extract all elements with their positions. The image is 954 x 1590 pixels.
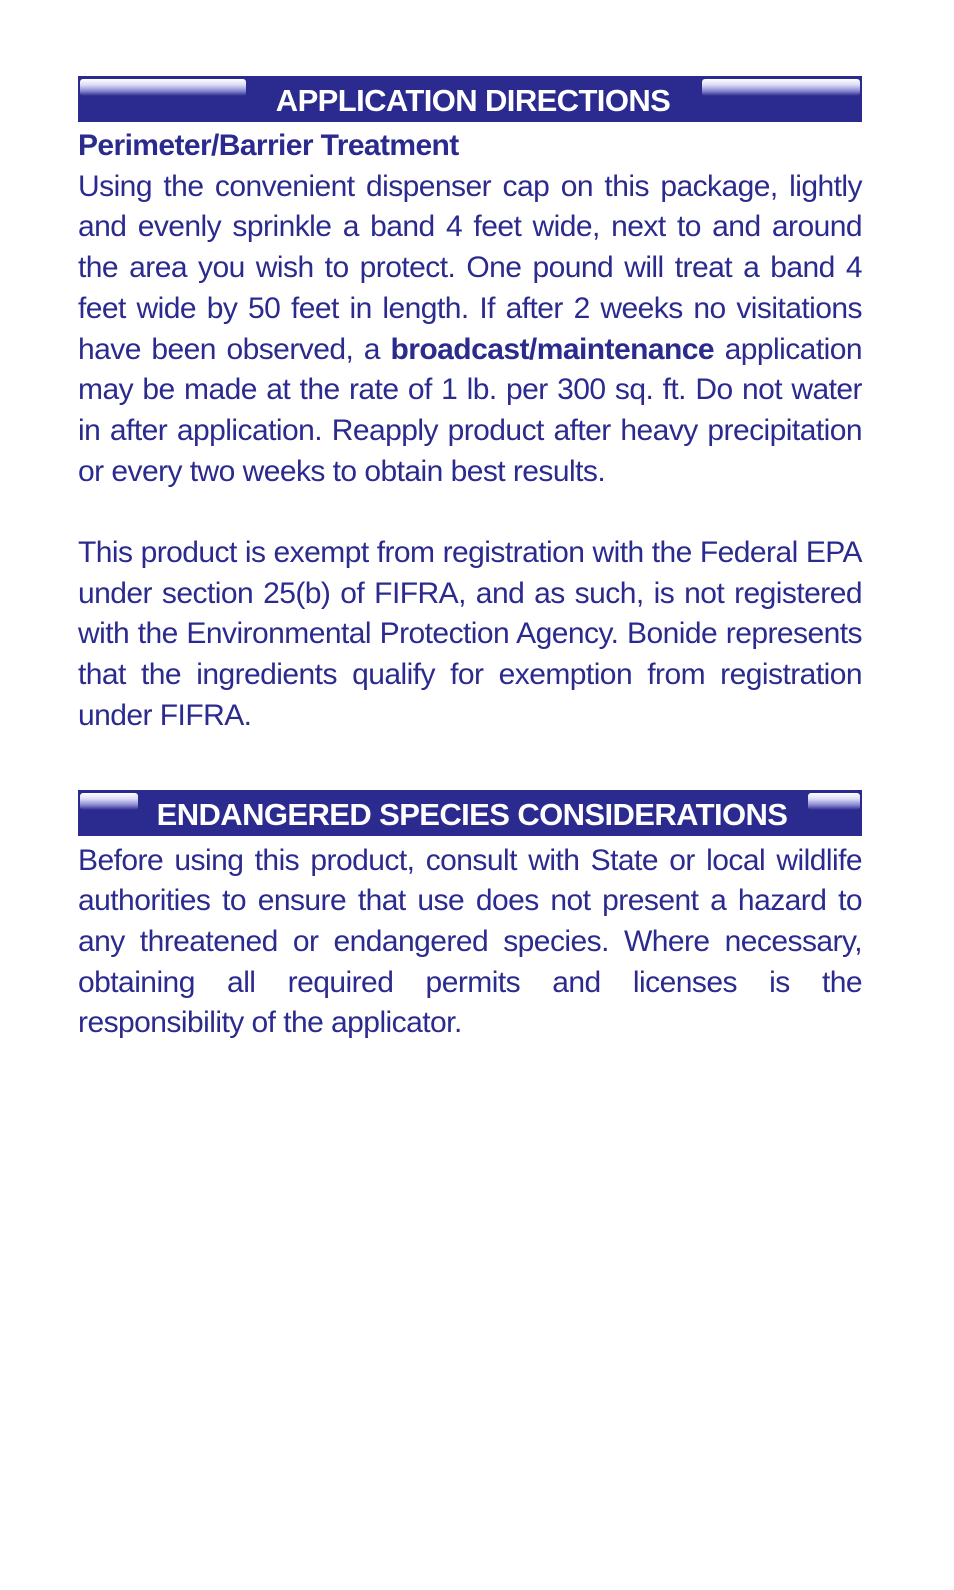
application-text-part1: Using the convenient dispenser cap on this package, lightly and evenly sprinkle a band 4 feet wide, next to and around the area you wish to protect. One pound will treat a band 4 feet wide by 50 feet in length. If after 2 weeks no visitations have been observed, a — [78, 169, 862, 366]
broadcast-maintenance-term: broadcast/maintenance — [390, 332, 715, 366]
banner-gloss-left — [80, 79, 246, 96]
application-paragraph — [78, 167, 862, 493]
banner-gloss-right — [808, 793, 860, 810]
epa-exemption-paragraph: This product is exempt from registration with the Federal EPA under section 25(b) of FIFRA, and as such, is not registered with the Environmental Protection Agency. Bonide represents that the ingredients qualify for exemption from registration under FIFRA. — [78, 536, 862, 732]
application-text-part2: application may be made at the rate of 1 lb. per 300 sq. ft. Do not water in after application. Reapply product after heavy precipitation or every two weeks to obtain best results. — [78, 332, 862, 488]
banner-gloss-right — [702, 79, 860, 96]
paragraph-spacer — [78, 492, 862, 533]
banner-title-box — [248, 76, 698, 122]
endangered-species-paragraph: Before using this product, consult with State or local wildlife authorities to ensure that use does not present a hazard to any threatened or endangered species. Where necessary, obtaining all required permits and licenses is the responsibility of the applicator. — [78, 843, 862, 1040]
application-directions-banner — [78, 76, 862, 122]
application-directions-title: APPLICATION DIRECTIONS — [275, 83, 671, 118]
endangered-species-title: ENDANGERED SPECIES CONSIDERATIONS — [156, 796, 788, 832]
banner-title-box — [142, 790, 802, 836]
endangered-species-banner — [78, 790, 862, 836]
label-content — [78, 76, 862, 1044]
section-spacer — [78, 737, 862, 790]
banner-gloss-left — [80, 793, 138, 810]
perimeter-barrier-heading: Perimeter/Barrier Treatment — [78, 129, 459, 162]
